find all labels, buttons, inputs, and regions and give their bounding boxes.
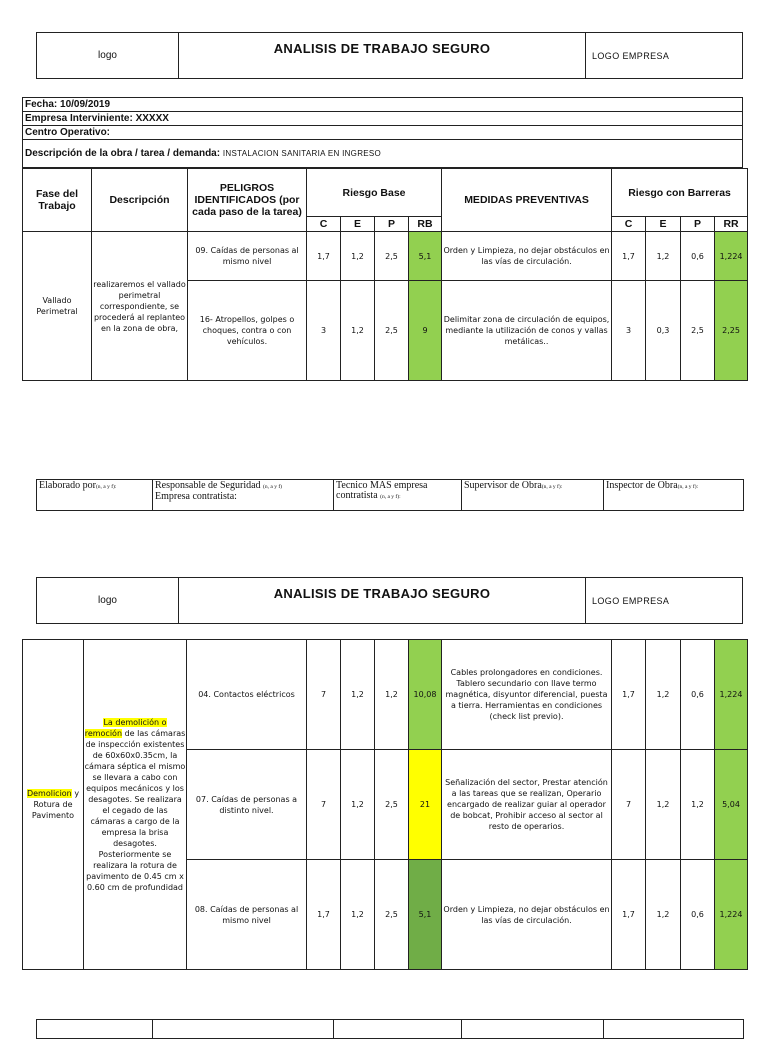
sig-supervisor: [462, 1020, 604, 1039]
e-cell: 1,2: [341, 281, 375, 381]
col-rr-header: RR: [715, 217, 748, 232]
e-cell: 1,2: [341, 750, 375, 860]
company-logo-placeholder: LOGO EMPRESA: [586, 578, 743, 624]
logo-placeholder: logo: [37, 33, 179, 79]
c-cell: 1,7: [307, 860, 341, 970]
col-e2-header: E: [646, 217, 681, 232]
c2-cell: 1,7: [612, 232, 646, 281]
p-cell: 2,5: [375, 232, 409, 281]
medida-cell: Señalización del sector, Prestar atención a las tareas que se realizan, Operario encargado de realizar guiar al operador de bobcat, Prohibir acceso al sector al resto de operarios.: [442, 750, 612, 860]
e-cell: 1,2: [341, 860, 375, 970]
c2-cell: 7: [612, 750, 646, 860]
company-logo-placeholder: LOGO EMPRESA: [586, 33, 743, 79]
fase-cell: Vallado Perimetral: [23, 232, 92, 381]
descripcion-value: INSTALACION SANITARIA EN INGRESO: [222, 149, 382, 158]
centro-field: Centro Operativo:: [23, 126, 743, 140]
col-riesgo-barreras-header: Riesgo con Barreras: [612, 169, 748, 217]
p2-cell: 0,6: [681, 640, 715, 750]
peligro-cell: 04. Contactos eléctricos: [187, 640, 307, 750]
fase-cell: [23, 640, 84, 970]
fase-highlight: Demolicion: [26, 789, 72, 798]
logo-placeholder: logo: [37, 578, 179, 624]
p2-cell: 0,6: [681, 232, 715, 281]
rr-cell: 5,04: [715, 750, 748, 860]
sig-elaborado: Elaborado por(n, a y f):: [37, 480, 153, 511]
descripcion-cell: [84, 640, 187, 970]
sig-tecnico: [334, 1020, 462, 1039]
header-block: [36, 32, 743, 79]
c-cell: 3: [307, 281, 341, 381]
header-block: [36, 577, 743, 624]
medida-cell: Orden y Limpieza, no dejar obstáculos en las vías de circulación.: [442, 232, 612, 281]
sig-inspector: [604, 1020, 744, 1039]
rb-cell: 5,1: [409, 860, 442, 970]
sig-responsable: [153, 1020, 334, 1039]
e-cell: 1,2: [341, 640, 375, 750]
e-cell: 1,2: [341, 232, 375, 281]
e2-cell: 1,2: [646, 640, 681, 750]
document-title: ANALISIS DE TRABAJO SEGURO: [179, 578, 586, 624]
c2-cell: 3: [612, 281, 646, 381]
table-row: [23, 232, 748, 281]
medida-cell: Delimitar zona de circulación de equipos, mediante la utilización de conos y vallas metálicas..: [442, 281, 612, 381]
c-cell: 7: [307, 640, 341, 750]
col-e-header: E: [341, 217, 375, 232]
rb-cell: 10,08: [409, 640, 442, 750]
c-cell: 1,7: [307, 232, 341, 281]
col-riesgo-base-header: Riesgo Base: [307, 169, 442, 217]
sig-inspector: Inspector de Obra(n, a y f):: [604, 480, 744, 511]
sig-responsable: Responsable de Seguridad (n, a y f) Empresa contratista:: [153, 480, 334, 511]
p-cell: 2,5: [375, 860, 409, 970]
e2-cell: 1,2: [646, 232, 681, 281]
col-descripcion-header: Descripción: [92, 169, 188, 232]
c2-cell: 1,7: [612, 640, 646, 750]
e2-cell: 1,2: [646, 750, 681, 860]
p-cell: 2,5: [375, 281, 409, 381]
signature-row-partial: [36, 1019, 744, 1039]
table-row: [23, 640, 748, 750]
p2-cell: 2,5: [681, 281, 715, 381]
rb-cell: 9: [409, 281, 442, 381]
rr-cell: 1,224: [715, 232, 748, 281]
col-c2-header: C: [612, 217, 646, 232]
rr-cell: 1,224: [715, 860, 748, 970]
medida-cell: Orden y Limpieza, no dejar obstáculos en las vías de circulación.: [442, 860, 612, 970]
peligro-cell: 08. Caídas de personas al mismo nivel: [187, 860, 307, 970]
sig-supervisor: Supervisor de Obra(n, a y f):: [462, 480, 604, 511]
col-rb-header: RB: [409, 217, 442, 232]
peligro-cell: 07. Caídas de personas a distinto nivel.: [187, 750, 307, 860]
col-peligros-header: PELIGROS IDENTIFICADOS (por cada paso de la tarea): [188, 169, 307, 232]
col-medidas-header: MEDIDAS PREVENTIVAS: [442, 169, 612, 232]
peligro-cell: 09. Caídas de personas al mismo nivel: [188, 232, 307, 281]
risk-table-2: [22, 639, 748, 970]
fecha-field: Fecha: 10/09/2019: [23, 98, 743, 112]
peligro-cell: 16- Atropellos, golpes o choques, contra o con vehículos.: [188, 281, 307, 381]
info-block: [22, 97, 743, 168]
p2-cell: 0,6: [681, 860, 715, 970]
col-p-header: P: [375, 217, 409, 232]
descripcion-highlight: La demolición o remoción: [84, 717, 167, 738]
c-cell: 7: [307, 750, 341, 860]
col-c-header: C: [307, 217, 341, 232]
sig-elaborado: [37, 1020, 153, 1039]
rr-cell: 2,25: [715, 281, 748, 381]
rb-cell: 5,1: [409, 232, 442, 281]
e2-cell: 1,2: [646, 860, 681, 970]
empresa-field: Empresa Interviniente: XXXXX: [23, 112, 743, 126]
descripcion-label: Descripción de la obra / tarea / demanda:: [25, 148, 221, 159]
rr-cell: 1,224: [715, 640, 748, 750]
p-cell: 2,5: [375, 750, 409, 860]
descripcion-rest: de las cámaras de inspección existentes de 60x60x0.35cm, la cámara séptica el mismo se llevara a cabo con equipos mecánicos y los desagotes. Se realizara el cegado de las cámaras a cargo de la empresa la brisa desagotes. Posteriormente se realizara la rotura de pavimento de 0.45 cm x 0.60 cm de profundidad: [84, 728, 186, 892]
fase-rest: y Rotura de Pavimento: [31, 789, 80, 820]
e2-cell: 0,3: [646, 281, 681, 381]
descripcion-row: [23, 140, 743, 168]
col-fase-header: Fase del Trabajo: [23, 169, 92, 232]
risk-table-1: [22, 168, 748, 381]
p2-cell: 1,2: [681, 750, 715, 860]
c2-cell: 1,7: [612, 860, 646, 970]
rb-cell: 21: [409, 750, 442, 860]
descripcion-cell: realizaremos el vallado perimetral correspondiente, se procederá al replanteo en la zona de obra,: [92, 232, 188, 381]
sig-tecnico: Tecnico MAS empresa contratista (n, a y f):: [334, 480, 462, 511]
document-title: ANALISIS DE TRABAJO SEGURO: [179, 33, 586, 79]
p-cell: 1,2: [375, 640, 409, 750]
signature-row: [36, 479, 744, 511]
medida-cell: Cables prolongadores en condiciones. Tablero secundario con llave termo magnética, disyuntor diferencial, puesta a tierra. Herramientas en condiciones (check list previo).: [442, 640, 612, 750]
col-p2-header: P: [681, 217, 715, 232]
